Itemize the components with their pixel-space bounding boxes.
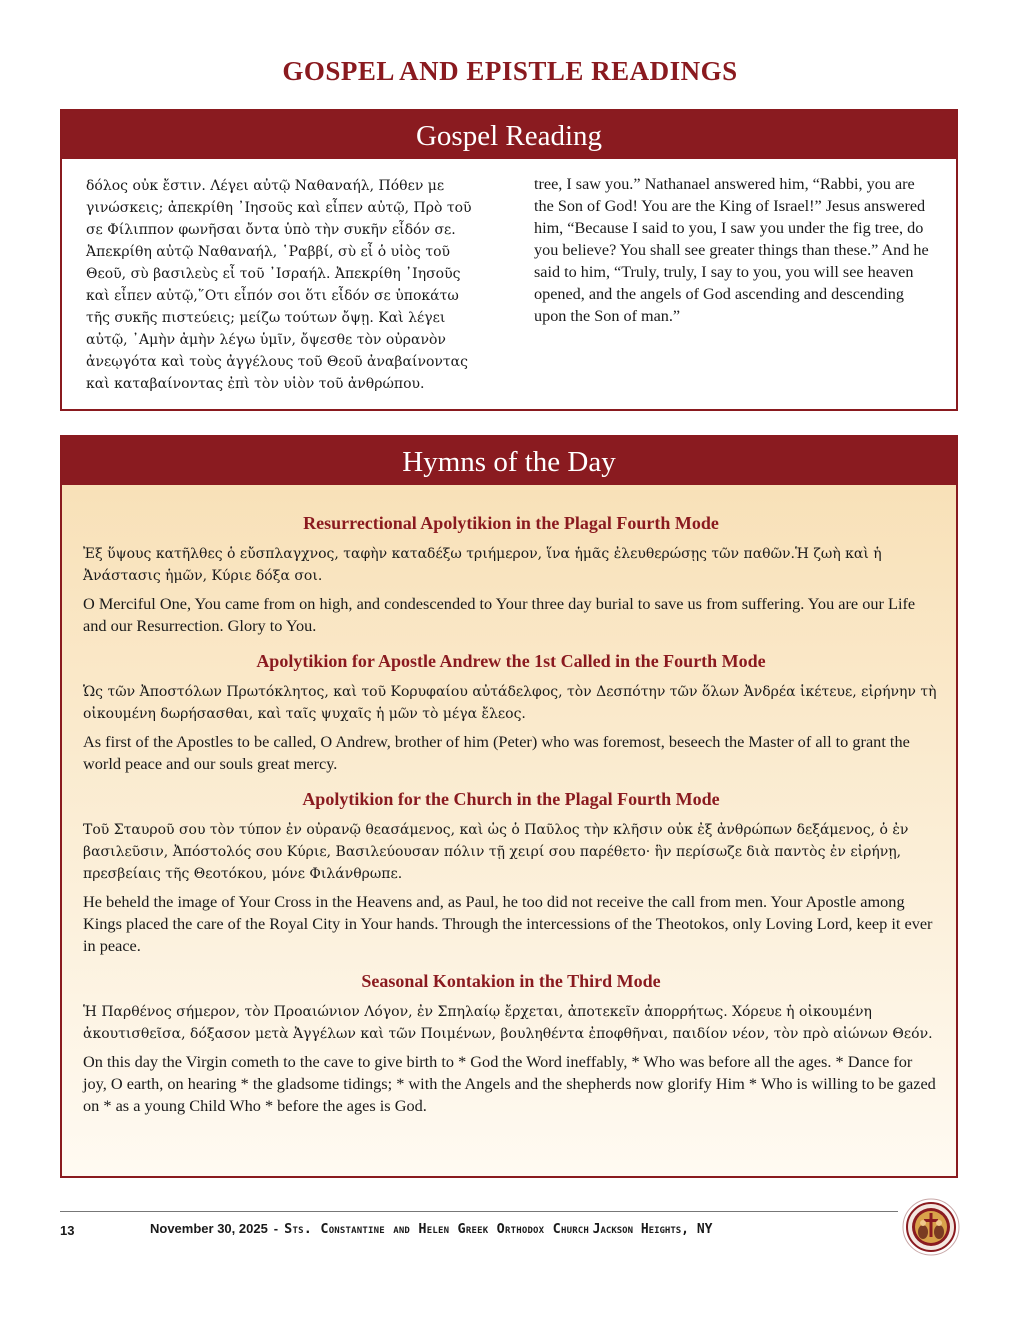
hymn-english-text: O Merciful One, You came from on high, and condescended to Your three day burial to save us from suffering. You are our Life and our Resurrection. Glory to You. <box>83 594 916 635</box>
footer-divider <box>60 1211 898 1212</box>
hymn-title: Resurrectional Apolytikion in the Plagal Fourth Mode <box>303 513 719 533</box>
hymn-greek-text: Ὡς τῶν Ἀποστόλων Πρωτόκλητος, καὶ τοῦ Κορυφαίου αὐτάδελφος, τὸν Δεσπότην τῶν ὅλων Ἀνδρέα ἱκέτευε, εἰρήνην τὴ οἰκουμένη δωρήσασθαι, καὶ ταῖς ψυχαῖς ἡ μῶν τὸ μέγα ἔλεος. <box>83 684 937 722</box>
gospel-greek-text: δόλος οὐκ ἔστιν. Λέγει αὐτῷ Ναθαναήλ, Πόθεν με γινώσκεις; ἀπεκρίθη ᾿Ιησοῦς καὶ εἶπεν αὐτῷ, Πρὸ τοῦ σε Φίλιππον φωνῆσαι ὄντα ὑπὸ τὴν συκῆν εἶδόν σε. Ἀπεκρίθη αὐτῷ Ναθαναήλ, ῾Ραββί, σὺ εἶ ὁ υἱὸς τοῦ Θεοῦ, σὺ βασιλεὺς εἶ τοῦ ᾿Ισραήλ. Ἀπεκρίθη ᾿Ιησοῦς καὶ εἶπεν αὐτῷ,῞Οτι εἶπόν σοι ὅτι εἶδόν σε ὑποκάτω τῆς συκῆς πιστεύεις; μείζω τούτων ὄψῃ. Καὶ λέγει αὐτῷ, ᾿Αμὴν ἀμὴν λέγω ὑμῖν, ὄψεσθε τὸν οὐρανὸν ἀνεῳγότα καὶ τοὺς ἀγγέλους τοῦ Θεοῦ ἀναβαίνοντας καὶ καταβαίνοντας ἐπὶ τὸν υἱὸν τοῦ ἀνθρώπου. <box>86 178 472 392</box>
hymn-title: Apolytikion for Apostle Andrew the 1st Called in the Fourth Mode <box>256 651 766 671</box>
hymn-title: Apolytikion for the Church in the Plagal Fourth Mode <box>302 789 720 809</box>
hymn-title: Seasonal Kontakion in the Third Mode <box>361 971 661 991</box>
page-title: GOSPEL AND EPISTLE READINGS <box>282 56 738 86</box>
hymn-greek-text: Ἡ Παρθένος σήμερον, τὸν Προαιώνιον Λόγον, ἐν Σπηλαίῳ ἔρχεται, ἀποτεκεῖν ἀπορρήτως. Χόρευε ἡ οἰκουμένη ἀκουτισθεῖσα, δόξασον μετὰ Ἀγγέλων καὶ τῶν Ποιμένων, βουληθέντα ἐποφθῆναι, παιδίον νέον, τὸν πρὸ αἰώνων Θεόν. <box>83 1004 933 1042</box>
gospel-english-text: tree, I saw you.” Nathanael answered him, “Rabbi, you are the Son of God! You are the King of Israel!” Jesus answered him, “Because I said to you, I saw you under the fig tree, do you believe? You shall see greater things than these.” And he said to him, “Truly, truly, I say to you, you will see heaven opened, and the angels of God ascending and descending upon the Son of man.” <box>534 175 929 325</box>
hymns-heading: Hymns of the Day <box>62 437 956 485</box>
gospel-heading: Gospel Reading <box>62 111 956 159</box>
hymn-english-text: As first of the Apostles to be called, O Andrew, brother of him (Peter) who was foremost, beseech the Master of all to grant the world peace and our souls great mercy. <box>83 732 910 773</box>
hymn-item <box>83 513 939 637</box>
hymn-greek-text: Ἐξ ὕψους κατῆλθες ὁ εὔσπλαγχνος, ταφὴν καταδέξω τριήμερον, ἵνα ἡμᾶς ἐλευθερώσῃς τῶν παθῶν.Ἡ ζωὴ καὶ ἡ Ἀνάστασις ἡμῶν, Κύριε δόξα σοι. <box>83 546 882 584</box>
hymn-item <box>83 789 939 957</box>
hymn-english-text: He beheld the image of Your Cross in the Heavens and, as Paul, he too did not receive the call from men. Your Apostle among Kings placed the care of the Royal City in Your hands. Through the intercessions of the Theotokos, only Loving Lord, keep it ever in peace. <box>83 892 933 955</box>
hymn-english-text: On this day the Virgin cometh to the cave to give birth to * God the Word ineffably, * Who was before all the ages. * Dance for joy, O earth, on hearing * the gladsome tidings; * with the Angels and the shepherds now glorify Him * Who is willing to be gazed on * as a young Child Who * before the ages is God. <box>83 1052 936 1115</box>
church-seal-icon <box>902 1198 960 1256</box>
page-number: 13 <box>60 1223 75 1238</box>
hymn-greek-text: Τοῦ Σταυροῦ σου τὸν τύπον ἐν οὐρανῷ θεασάμενος, καὶ ὡς ὁ Παῦλος τὴν κλῆσιν οὐκ ἐξ ἀνθρώπων δεξάμενος, ὁ ἐν βασιλεῦσιν, Ἀπόστολός σου Κύριε, Βασιλεύουσαν πόλιν τῇ χειρί σου παρέθετο· ἣν περίσωζε διὰ παντὸς ἐν εἰρήνῃ, πρεσβείαις τῆς Θεοτόκου, μόνε Φιλάνθρωπε. <box>83 822 909 882</box>
hymn-item <box>83 971 939 1117</box>
hymn-item <box>83 651 939 775</box>
footer-church-name: Sts. Constantine and Helen Greek Orthodox Church <box>284 1221 590 1237</box>
gospel-reading-section <box>60 109 958 411</box>
footer-separator: - <box>273 1221 279 1236</box>
hymns-list <box>83 513 939 1131</box>
footer-date: November 30, 2025 <box>150 1221 268 1236</box>
footer-city: Jackson Heights, NY <box>592 1222 713 1237</box>
footer-line <box>150 1221 712 1237</box>
hymns-section <box>60 435 958 1178</box>
